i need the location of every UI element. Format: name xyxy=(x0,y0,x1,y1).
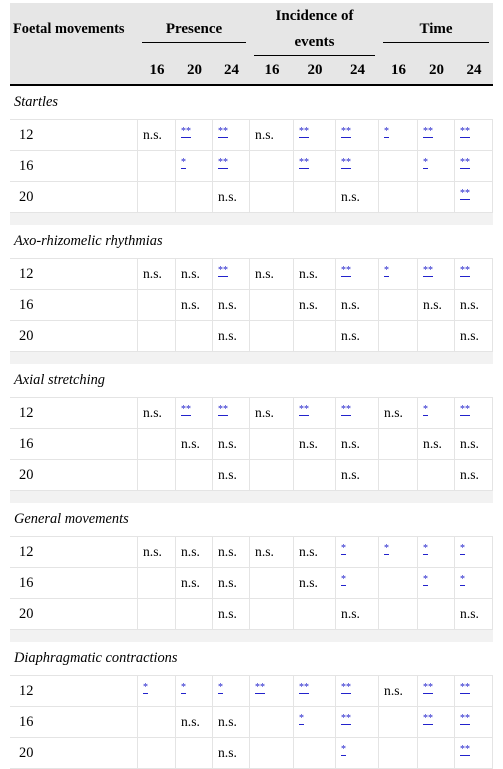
significance-link[interactable]: * xyxy=(384,542,390,554)
table-cell xyxy=(176,182,213,213)
table-cell xyxy=(418,120,455,151)
table-cell xyxy=(213,676,250,707)
table-cell xyxy=(455,738,493,769)
subheader-cell: 20 xyxy=(418,56,455,86)
table-cell xyxy=(213,460,250,491)
significance-link[interactable]: * xyxy=(423,542,429,554)
significance-link[interactable]: * xyxy=(384,264,390,276)
subheader-cell: 24 xyxy=(455,56,493,86)
row-label: 20 xyxy=(10,738,138,769)
table-cell xyxy=(294,398,336,429)
table-cell xyxy=(294,676,336,707)
significance-link[interactable]: * xyxy=(423,573,429,585)
table-cell xyxy=(250,429,294,460)
table-cell xyxy=(336,182,379,213)
table-cell xyxy=(379,707,418,738)
table-cell xyxy=(176,599,213,630)
table-cell xyxy=(250,460,294,491)
header-blank xyxy=(10,56,138,86)
table-cell xyxy=(294,568,336,599)
row-label: 16 xyxy=(10,707,138,738)
cell-value: n.s. xyxy=(341,328,360,343)
table-cell xyxy=(294,321,336,352)
significance-link[interactable]: * xyxy=(341,573,347,585)
table-cell xyxy=(336,398,379,429)
table-cell xyxy=(138,676,176,707)
cell-value: n.s. xyxy=(341,606,360,621)
significance-link[interactable]: ** xyxy=(423,681,434,693)
cell-value: n.s. xyxy=(218,575,237,590)
significance-link[interactable]: * xyxy=(460,542,466,554)
cell-value: n.s. xyxy=(460,467,479,482)
cell-value: n.s. xyxy=(460,436,479,451)
cell-value: n.s. xyxy=(181,297,200,312)
table-cell xyxy=(418,537,455,568)
header-group-time: Time xyxy=(379,3,493,56)
subheader-cell: 24 xyxy=(213,56,250,86)
table-cell xyxy=(250,151,294,182)
cell-value: n.s. xyxy=(460,297,479,312)
subheader-cell: 16 xyxy=(250,56,294,86)
table-cell xyxy=(138,290,176,321)
spacer-cell xyxy=(10,352,493,364)
cell-value: n.s. xyxy=(423,436,442,451)
significance-link[interactable]: ** xyxy=(460,156,471,168)
cell-value: n.s. xyxy=(218,606,237,621)
section-title: Axo-rhizomelic rhythmias xyxy=(10,225,493,259)
table-cell xyxy=(138,599,176,630)
cell-value: n.s. xyxy=(255,266,274,281)
section-spacer xyxy=(10,491,493,503)
table-cell xyxy=(176,460,213,491)
table-cell xyxy=(294,151,336,182)
table-cell xyxy=(250,321,294,352)
table-cell xyxy=(418,568,455,599)
significance-link[interactable]: ** xyxy=(460,681,471,693)
table-cell xyxy=(213,398,250,429)
table-cell xyxy=(138,259,176,290)
cell-value: n.s. xyxy=(255,405,274,420)
table-row xyxy=(10,321,493,352)
subheader-cell: 20 xyxy=(294,56,336,86)
table-cell xyxy=(176,259,213,290)
row-label: 16 xyxy=(10,429,138,460)
table-cell xyxy=(250,707,294,738)
significance-link[interactable]: ** xyxy=(341,156,352,168)
spacer-cell xyxy=(10,213,493,225)
cell-value: n.s. xyxy=(384,683,403,698)
table-cell xyxy=(455,460,493,491)
table-cell xyxy=(336,151,379,182)
table-cell xyxy=(138,182,176,213)
row-label: 12 xyxy=(10,259,138,290)
table-row xyxy=(10,676,493,707)
table-cell xyxy=(418,676,455,707)
table-cell xyxy=(294,120,336,151)
table-cell xyxy=(418,738,455,769)
table-cell xyxy=(176,676,213,707)
table-cell xyxy=(418,460,455,491)
cell-value: n.s. xyxy=(341,189,360,204)
table-cell xyxy=(336,676,379,707)
table-cell xyxy=(455,321,493,352)
table-cell xyxy=(250,290,294,321)
row-label: 12 xyxy=(10,676,138,707)
table-cell xyxy=(455,182,493,213)
cell-value: n.s. xyxy=(341,467,360,482)
section-title: Diaphragmatic contractions xyxy=(10,642,493,676)
significance-link[interactable]: ** xyxy=(460,125,471,137)
row-label: 20 xyxy=(10,460,138,491)
table-cell xyxy=(176,290,213,321)
table-cell xyxy=(294,182,336,213)
cell-value: n.s. xyxy=(143,127,162,142)
cell-value: n.s. xyxy=(299,266,318,281)
table-cell xyxy=(250,398,294,429)
table-row xyxy=(10,182,493,213)
table-cell xyxy=(455,398,493,429)
subheader-cell: 16 xyxy=(138,56,176,86)
header-foetal-movements: Foetal movements xyxy=(10,3,138,56)
significance-link[interactable]: * xyxy=(384,125,390,137)
significance-link[interactable]: * xyxy=(460,573,466,585)
significance-link[interactable]: ** xyxy=(423,125,434,137)
row-label: 20 xyxy=(10,321,138,352)
table-cell xyxy=(336,568,379,599)
significance-link[interactable]: * xyxy=(341,743,347,755)
table-cell xyxy=(294,707,336,738)
cell-value: n.s. xyxy=(460,606,479,621)
significance-link[interactable]: * xyxy=(181,156,186,168)
significance-link[interactable]: ** xyxy=(460,187,471,199)
significance-link[interactable]: ** xyxy=(460,264,471,276)
table-cell xyxy=(294,290,336,321)
cell-value: n.s. xyxy=(299,575,318,590)
table-body xyxy=(10,86,493,769)
table-cell xyxy=(138,568,176,599)
spacer-cell xyxy=(10,630,493,642)
row-label: 16 xyxy=(10,151,138,182)
table-cell xyxy=(336,537,379,568)
subheader-cell: 20 xyxy=(176,56,213,86)
table-cell xyxy=(379,599,418,630)
table-cell xyxy=(336,460,379,491)
foetal-movements-table xyxy=(10,3,493,769)
cell-value: n.s. xyxy=(299,297,318,312)
table-cell xyxy=(213,537,250,568)
significance-link[interactable]: ** xyxy=(218,403,228,415)
table-row xyxy=(10,259,493,290)
table-cell xyxy=(213,120,250,151)
table-row xyxy=(10,707,493,738)
significance-link[interactable]: ** xyxy=(423,712,434,724)
cell-value: n.s. xyxy=(218,745,237,760)
section-row xyxy=(10,225,493,259)
table-cell xyxy=(379,568,418,599)
table-cell xyxy=(336,259,379,290)
header-group-incidence: Incidence of events xyxy=(250,3,379,56)
row-label: 16 xyxy=(10,568,138,599)
table-cell xyxy=(455,259,493,290)
table-cell xyxy=(455,676,493,707)
significance-link[interactable]: ** xyxy=(181,125,191,137)
table-cell xyxy=(176,120,213,151)
table-cell xyxy=(418,398,455,429)
table-cell xyxy=(213,738,250,769)
table-cell xyxy=(213,182,250,213)
cell-value: n.s. xyxy=(299,436,318,451)
cell-value: n.s. xyxy=(143,405,162,420)
significance-link[interactable]: * xyxy=(143,681,148,693)
section-row xyxy=(10,364,493,398)
table-cell xyxy=(418,151,455,182)
significance-link[interactable]: ** xyxy=(341,125,352,137)
table-row xyxy=(10,429,493,460)
row-label: 12 xyxy=(10,120,138,151)
table-cell xyxy=(176,321,213,352)
section-title: Axial stretching xyxy=(10,364,493,398)
table-cell xyxy=(250,676,294,707)
row-label: 16 xyxy=(10,290,138,321)
cell-value: n.s. xyxy=(299,544,318,559)
row-label: 20 xyxy=(10,182,138,213)
section-spacer xyxy=(10,352,493,364)
table-cell xyxy=(250,259,294,290)
significance-link[interactable]: * xyxy=(218,681,223,693)
significance-link[interactable]: ** xyxy=(299,125,310,137)
table-cell xyxy=(379,259,418,290)
subheader-cell: 16 xyxy=(379,56,418,86)
cell-value: n.s. xyxy=(255,127,274,142)
table-cell xyxy=(379,676,418,707)
table-cell xyxy=(455,429,493,460)
significance-link[interactable]: ** xyxy=(255,681,266,693)
significance-link[interactable]: ** xyxy=(341,403,352,415)
table-cell xyxy=(455,120,493,151)
significance-link[interactable]: * xyxy=(341,542,347,554)
table-cell xyxy=(336,290,379,321)
row-label: 12 xyxy=(10,537,138,568)
results-table-container xyxy=(10,3,493,761)
table-cell xyxy=(176,398,213,429)
significance-link[interactable]: ** xyxy=(181,403,191,415)
table-row xyxy=(10,398,493,429)
table-cell xyxy=(379,460,418,491)
table-cell xyxy=(379,120,418,151)
table-row xyxy=(10,120,493,151)
cell-value: n.s. xyxy=(255,544,274,559)
cell-value: n.s. xyxy=(181,544,200,559)
table-cell xyxy=(213,429,250,460)
table-cell xyxy=(176,151,213,182)
cell-value: n.s. xyxy=(218,328,237,343)
cell-value: n.s. xyxy=(143,544,162,559)
section-title: Startles xyxy=(10,86,493,120)
table-cell xyxy=(138,429,176,460)
table-cell xyxy=(250,120,294,151)
table-cell xyxy=(418,182,455,213)
table-cell xyxy=(250,738,294,769)
significance-link[interactable]: ** xyxy=(341,712,352,724)
cell-value: n.s. xyxy=(218,467,237,482)
table-cell xyxy=(336,707,379,738)
significance-link[interactable]: * xyxy=(423,403,429,415)
table-cell xyxy=(455,290,493,321)
cell-value: n.s. xyxy=(181,714,200,729)
table-cell xyxy=(176,568,213,599)
section-row xyxy=(10,86,493,120)
significance-link[interactable]: ** xyxy=(460,403,471,415)
cell-value: n.s. xyxy=(143,266,162,281)
table-cell xyxy=(213,151,250,182)
significance-link[interactable]: ** xyxy=(299,156,310,168)
section-row xyxy=(10,503,493,537)
table-cell xyxy=(294,259,336,290)
table-cell xyxy=(379,182,418,213)
table-cell xyxy=(294,537,336,568)
significance-link[interactable]: ** xyxy=(341,681,352,693)
table-row xyxy=(10,460,493,491)
significance-link[interactable]: ** xyxy=(341,264,352,276)
table-cell xyxy=(336,321,379,352)
table-cell xyxy=(294,738,336,769)
table-cell xyxy=(418,707,455,738)
table-cell xyxy=(379,738,418,769)
table-cell xyxy=(138,537,176,568)
table-cell xyxy=(250,568,294,599)
table-row xyxy=(10,738,493,769)
row-label: 12 xyxy=(10,398,138,429)
table-cell xyxy=(455,568,493,599)
subheader-cell: 24 xyxy=(336,56,379,86)
table-cell xyxy=(294,460,336,491)
table-cell xyxy=(455,537,493,568)
table-cell xyxy=(418,599,455,630)
table-cell xyxy=(336,599,379,630)
table-cell xyxy=(176,707,213,738)
table-cell xyxy=(418,259,455,290)
table-row xyxy=(10,537,493,568)
table-row xyxy=(10,290,493,321)
section-row xyxy=(10,642,493,676)
table-cell xyxy=(213,599,250,630)
table-cell xyxy=(455,151,493,182)
table-row xyxy=(10,568,493,599)
section-spacer xyxy=(10,630,493,642)
section-title: General movements xyxy=(10,503,493,537)
table-cell xyxy=(138,707,176,738)
table-cell xyxy=(418,321,455,352)
cell-value: n.s. xyxy=(218,297,237,312)
table-cell xyxy=(294,599,336,630)
table-cell xyxy=(455,599,493,630)
table-cell xyxy=(250,537,294,568)
table-cell xyxy=(379,429,418,460)
cell-value: n.s. xyxy=(181,436,200,451)
significance-link[interactable]: * xyxy=(423,156,429,168)
table-cell xyxy=(336,429,379,460)
cell-value: n.s. xyxy=(341,436,360,451)
table-cell xyxy=(213,290,250,321)
table-row xyxy=(10,151,493,182)
header-group-presence: Presence xyxy=(138,3,250,56)
significance-link[interactable]: ** xyxy=(218,264,228,276)
table-cell xyxy=(138,120,176,151)
table-cell xyxy=(176,429,213,460)
cell-value: n.s. xyxy=(460,328,479,343)
table-cell xyxy=(138,321,176,352)
table-cell xyxy=(138,398,176,429)
cell-value: n.s. xyxy=(384,405,403,420)
table-cell xyxy=(213,707,250,738)
table-cell xyxy=(213,321,250,352)
table-cell xyxy=(455,707,493,738)
table-cell xyxy=(418,429,455,460)
cell-value: n.s. xyxy=(341,297,360,312)
cell-value: n.s. xyxy=(218,714,237,729)
row-label: 20 xyxy=(10,599,138,630)
cell-value: n.s. xyxy=(218,189,237,204)
table-cell xyxy=(213,259,250,290)
significance-link[interactable]: ** xyxy=(423,264,434,276)
table-cell xyxy=(138,738,176,769)
significance-link[interactable]: ** xyxy=(299,403,310,415)
significance-link[interactable]: ** xyxy=(299,681,310,693)
table-cell xyxy=(250,182,294,213)
significance-link[interactable]: ** xyxy=(460,743,471,755)
table-cell xyxy=(379,151,418,182)
significance-link[interactable]: ** xyxy=(460,712,471,724)
table-cell xyxy=(138,151,176,182)
spacer-cell xyxy=(10,491,493,503)
significance-link[interactable]: * xyxy=(181,681,186,693)
significance-link[interactable]: ** xyxy=(218,125,228,137)
table-cell xyxy=(379,398,418,429)
cell-value: n.s. xyxy=(181,266,200,281)
table-cell xyxy=(176,537,213,568)
table-cell xyxy=(213,568,250,599)
table-cell xyxy=(379,537,418,568)
section-spacer xyxy=(10,213,493,225)
table-cell xyxy=(379,321,418,352)
table-cell xyxy=(336,738,379,769)
table-cell xyxy=(379,290,418,321)
table-cell xyxy=(138,460,176,491)
cell-value: n.s. xyxy=(423,297,442,312)
cell-value: n.s. xyxy=(218,544,237,559)
table-cell xyxy=(336,120,379,151)
significance-link[interactable]: ** xyxy=(218,156,228,168)
table-cell xyxy=(250,599,294,630)
table-cell xyxy=(176,738,213,769)
cell-value: n.s. xyxy=(218,436,237,451)
table-cell xyxy=(294,429,336,460)
table-cell xyxy=(418,290,455,321)
cell-value: n.s. xyxy=(181,575,200,590)
table-row xyxy=(10,599,493,630)
significance-link[interactable]: * xyxy=(299,712,305,724)
